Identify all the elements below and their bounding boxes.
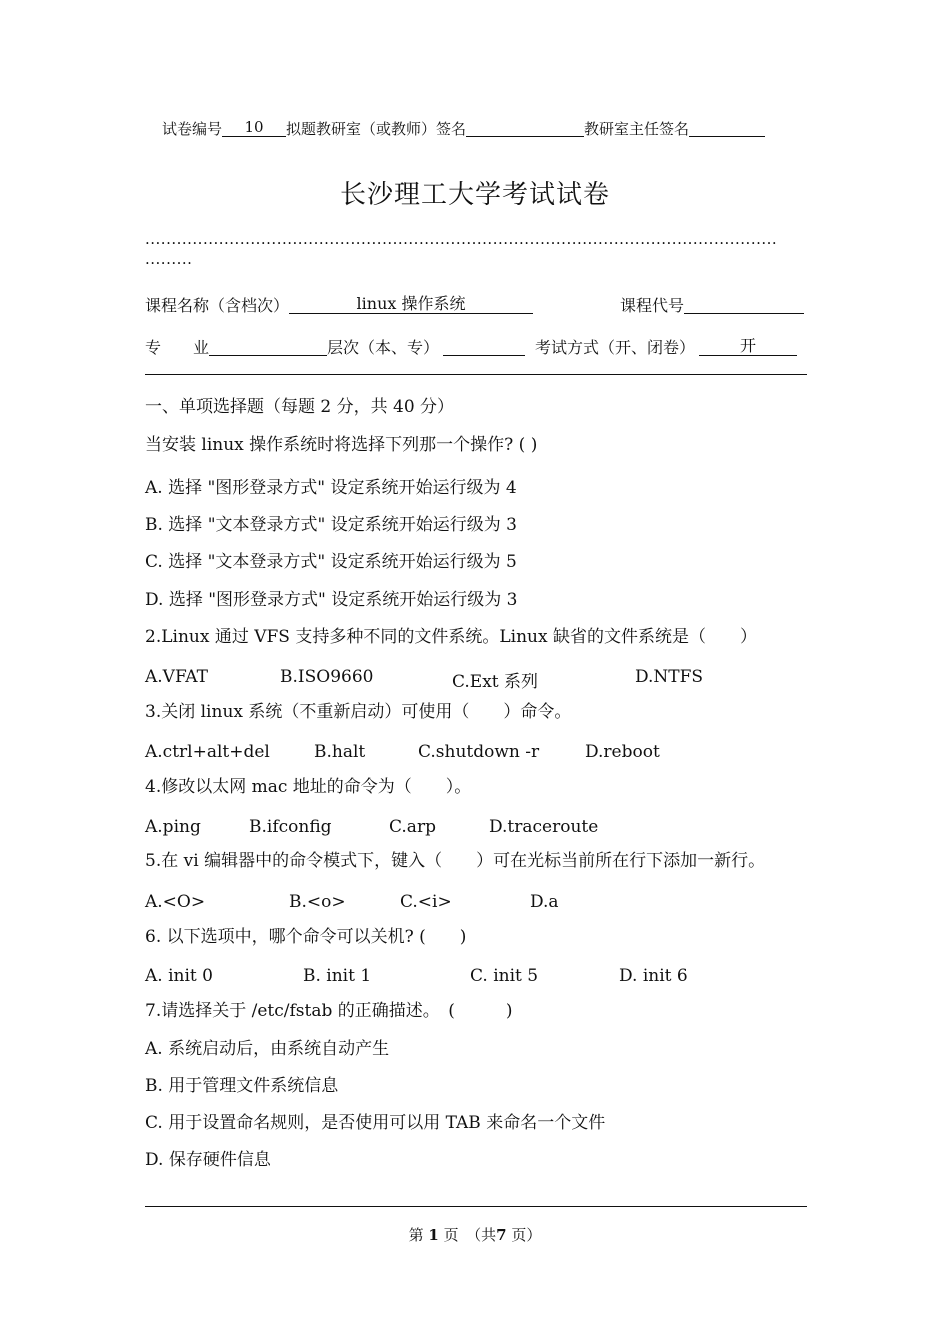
question-2-options <box>145 667 807 692</box>
question-1-option-c: C. 选择 "文本登录方式" 设定系统开始运行级为 5 <box>145 552 517 572</box>
section-heading: 一、单项选择题（每题 2 分，共 40 分） <box>145 397 455 417</box>
question-6-option-d: D. init 6 <box>619 966 688 986</box>
course-name-value: linux 操作系统 <box>289 295 533 314</box>
major-field <box>209 337 327 356</box>
course-code-field <box>684 295 804 314</box>
question-5-stem: 5.在 vi 编辑器中的命令模式下，键入（ ）可在光标当前所在行下添加一新行。 <box>145 851 766 871</box>
question-1-option-b: B. 选择 "文本登录方式" 设定系统开始运行级为 3 <box>145 515 517 535</box>
question-3-option-d: D.reboot <box>585 742 660 762</box>
question-5-option-b: B.<o> <box>289 892 346 912</box>
question-7-stem: 7.请选择关于 /etc/fstab 的正确描述。 ( ) <box>145 1001 513 1021</box>
dotted-separator-tail: ......... <box>145 252 193 267</box>
question-1-stem: 当安装 linux 操作系统时将选择下列那一个操作? ( ) <box>145 435 538 455</box>
question-7-option-b: B. 用于管理文件系统信息 <box>145 1076 339 1096</box>
question-2-option-d: D.NTFS <box>635 667 704 687</box>
header-divider <box>145 374 807 375</box>
question-7-option-a: A. 系统启动后，由系统自动产生 <box>145 1039 390 1059</box>
director-signature-field <box>689 118 765 137</box>
paper-no-value: 10 <box>222 118 286 137</box>
question-5-option-a: A.<O> <box>145 892 206 912</box>
question-5-option-c: C.<i> <box>400 892 452 912</box>
paper-no-label: 试卷编号 <box>162 120 223 138</box>
footer-page-number: 1 <box>428 1226 439 1244</box>
question-2-option-c: C.Ext 系列 <box>452 672 539 692</box>
question-2-stem: 2.Linux 通过 VFS 支持多种不同的文件系统。Linux 缺省的文件系统是（ ） <box>145 627 757 647</box>
footer-total-pages: 7 <box>496 1226 507 1244</box>
page-footer <box>0 1228 950 1243</box>
page-title: 长沙理工大学考试试卷 <box>339 180 610 210</box>
question-2-option-a: A.VFAT <box>145 667 208 687</box>
question-6-option-b: B. init 1 <box>303 966 372 986</box>
question-3-stem: 3.关闭 linux 系统（不重新启动）可使用（ ）命令。 <box>145 702 572 722</box>
question-4-options <box>145 817 807 837</box>
footer-prefix: 第 <box>408 1226 424 1244</box>
level-label: 层次（本、专） <box>327 338 440 357</box>
question-4-stem: 4.修改以太网 mac 地址的命令为（ ）。 <box>145 777 472 797</box>
question-1-option-a: A. 选择 "图形登录方式" 设定系统开始运行级为 4 <box>145 478 517 498</box>
course-name-label: 课程名称（含档次） <box>145 296 290 315</box>
office-signature-field <box>466 118 584 137</box>
question-2-option-b: B.ISO9660 <box>280 667 374 687</box>
question-4-option-a: A.ping <box>145 817 201 837</box>
footer-divider <box>145 1206 807 1207</box>
question-1-option-d: D. 选择 "图形登录方式" 设定系统开始运行级为 3 <box>145 590 518 610</box>
major-label: 专 业 <box>145 338 210 357</box>
question-3-options <box>145 742 807 762</box>
question-3-option-b: B.halt <box>314 742 366 762</box>
question-7-option-d: D. 保存硬件信息 <box>145 1150 271 1170</box>
exam-mode-label: 考试方式（开、闭卷） <box>535 338 696 357</box>
question-7-option-c: C. 用于设置命名规则，是否使用可以用 TAB 来命名一个文件 <box>145 1113 606 1133</box>
question-4-option-d: D.traceroute <box>489 817 599 837</box>
question-6-stem: 6. 以下选项中，哪个命令可以关机? ( ) <box>145 927 467 947</box>
dotted-separator: ........................................................................................................................ <box>145 232 778 247</box>
meta-row <box>145 337 797 356</box>
question-6-options <box>145 966 807 986</box>
footer-mid: 页 （共 <box>443 1226 497 1244</box>
footer-suffix: 页） <box>511 1226 542 1244</box>
office-signature-label: 拟题教研室（或教师）签名 <box>286 120 467 138</box>
course-code-row <box>620 295 804 314</box>
question-4-option-c: C.arp <box>389 817 436 837</box>
level-field <box>443 337 525 356</box>
question-5-option-d: D.a <box>530 892 559 912</box>
course-code-label: 课程代号 <box>620 296 685 315</box>
question-6-option-a: A. init 0 <box>145 966 213 986</box>
question-3-option-c: C.shutdown -r <box>418 742 540 762</box>
question-6-option-c: C. init 5 <box>470 966 539 986</box>
course-name-row <box>145 295 533 314</box>
exam-mode-value: 开 <box>699 337 797 356</box>
question-4-option-b: B.ifconfig <box>249 817 332 837</box>
director-signature-label: 教研室主任签名 <box>584 120 690 138</box>
question-3-option-a: A.ctrl+alt+del <box>145 742 270 762</box>
question-5-options <box>145 892 807 912</box>
header-line <box>162 118 765 137</box>
